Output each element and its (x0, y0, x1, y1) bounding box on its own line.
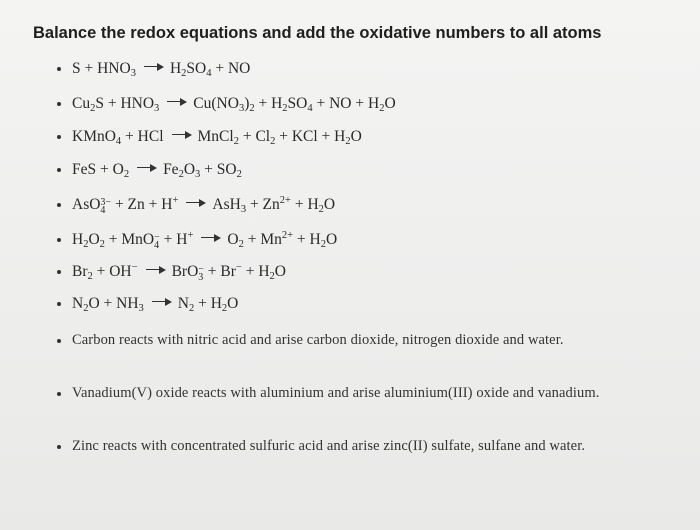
equation-reactants: $N_2O + NH_3$ (72, 295, 144, 314)
bullet-icon (57, 339, 61, 343)
reaction-arrow-icon (167, 97, 187, 107)
bullet-icon (57, 392, 61, 396)
equation-reactants: $H_2O_2$ + MnO − 4 + H+ (72, 230, 194, 251)
equation-products: BrO − 3 + $Br^- + H_2O$ (171, 262, 286, 283)
equation-reactants: $S + HNO_3$ (72, 60, 136, 79)
equation (72, 294, 238, 314)
bullet-icon (57, 102, 61, 106)
bullet-icon (57, 270, 61, 274)
reaction-arrow-icon (152, 297, 172, 307)
reaction-arrow-icon (137, 163, 157, 173)
reaction-arrow-icon (186, 198, 206, 208)
equation-reactants: KMnO$_4$ + HCl (72, 128, 164, 147)
reaction-arrow-icon (172, 130, 192, 140)
reaction-arrow-icon (201, 233, 221, 243)
equation-products: $Cu(NO_3)_2 + H_2SO_4$ + NO + $H_2O$ (193, 95, 396, 114)
equation-reactants: $Br_2 + OH^-$ (72, 262, 138, 282)
equation (72, 262, 286, 282)
bullet-icon (57, 445, 61, 449)
bullet-icon (57, 203, 61, 207)
equation-products: $N_2 + H_2O$ (177, 295, 239, 314)
equation (72, 160, 242, 180)
reaction-arrow-icon (146, 265, 166, 275)
equation-products: $Fe_2O_3 + SO_2$ (163, 161, 242, 180)
equation-products: $H_2SO_4$ + NO (169, 60, 251, 79)
word-problem: Zinc reacts with concentrated sulfuric acid and arise zinc(II) sulfate, sulfane and water. (72, 438, 586, 454)
equation-reactants: AsO 3− 4 + Zn + H+ (72, 195, 179, 216)
word-problem: Vanadium(V) oxide reacts with aluminium and arise aluminium(III) oxide and vanadium. (72, 385, 600, 401)
equation (72, 195, 335, 215)
bullet-icon (57, 302, 61, 306)
page-title: Balance the redox equations and add the oxidative numbers to all atoms (33, 24, 602, 42)
bullet-icon (57, 67, 61, 71)
equation-products: MnCl$_2$ + $Cl_2$ + KCl + $H_2O$ (197, 128, 362, 147)
equation-products: $O_2 + Mn^{2+} + H_2O$ (227, 230, 338, 250)
equation-products: $AsH_3 + Zn^{2+} + H_2O$ (212, 195, 336, 215)
equation (72, 94, 396, 114)
reaction-arrow-icon (144, 62, 164, 72)
equation (72, 127, 362, 147)
equation (72, 59, 250, 79)
bullet-icon (57, 238, 61, 242)
bullet-icon (57, 135, 61, 139)
word-problem: Carbon reacts with nitric acid and arise carbon dioxide, nitrogen dioxide and water. (72, 332, 564, 348)
equation-reactants: $Cu_2S + HNO_3$ (72, 95, 160, 114)
bullet-icon (57, 168, 61, 172)
equation (72, 230, 337, 250)
equation-reactants: FeS + $O_2$ (72, 161, 130, 180)
